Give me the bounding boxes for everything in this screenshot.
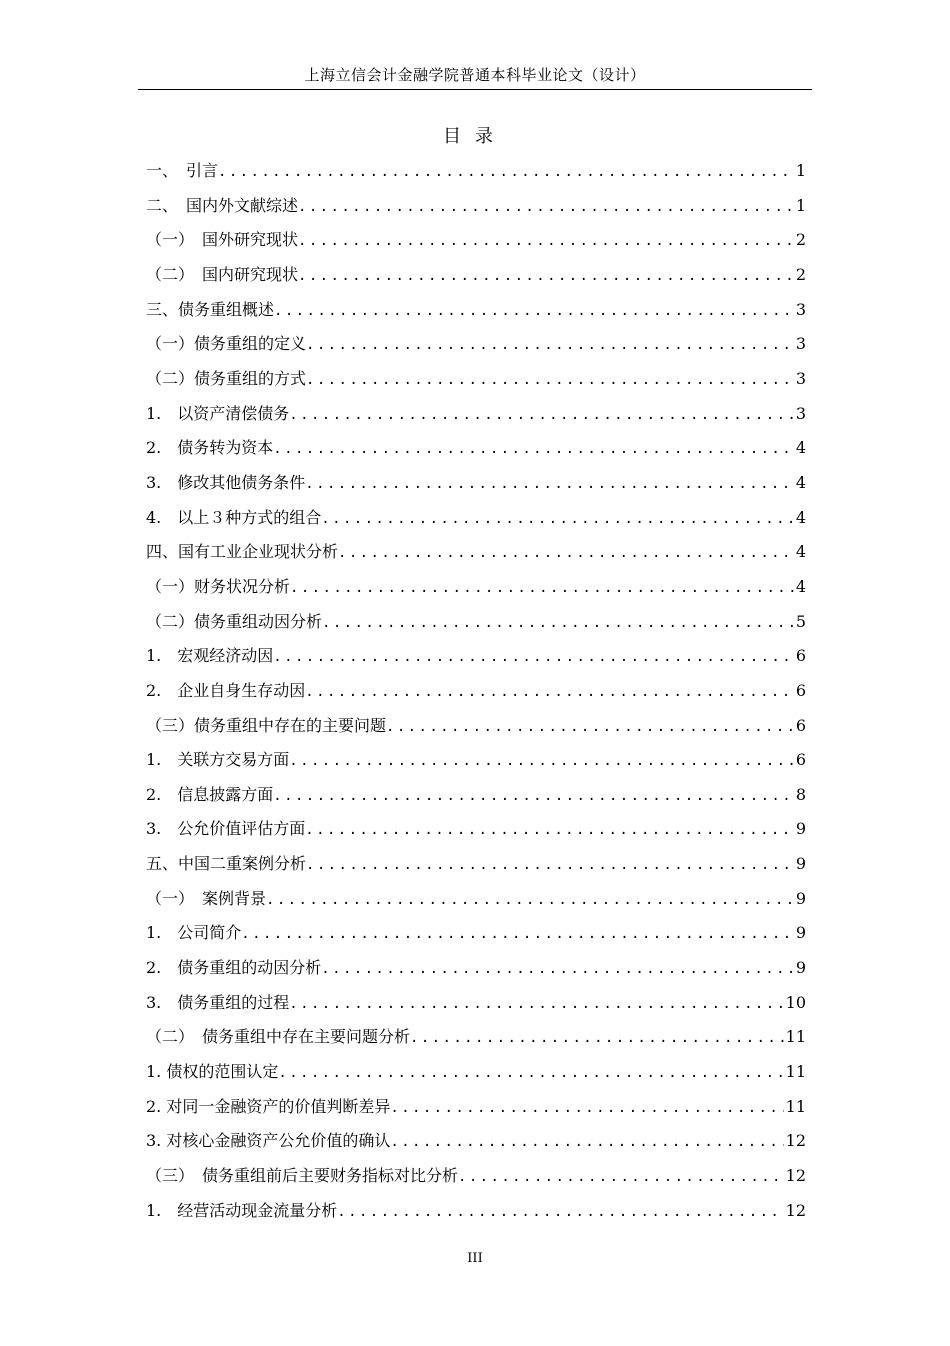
toc-entry-page: 6 bbox=[795, 750, 806, 770]
toc-entry-label: （一） 案例背景 bbox=[146, 888, 267, 908]
toc-dot-leader bbox=[289, 398, 794, 432]
toc-entry[interactable] bbox=[146, 258, 806, 293]
toc-entry-page: 9 bbox=[795, 923, 806, 943]
toc-entry[interactable] bbox=[146, 1124, 806, 1159]
toc-entry-label: 3. 公允价值评估方面 bbox=[146, 819, 306, 839]
toc-entry-page: 11 bbox=[785, 1027, 806, 1047]
toc-entry-page: 1 bbox=[795, 195, 806, 215]
toc-entry-label: 2. 债务重组的动因分析 bbox=[146, 958, 322, 978]
toc-entry[interactable] bbox=[146, 431, 806, 466]
toc-dot-leader bbox=[273, 779, 794, 813]
toc-entry-page: 9 bbox=[795, 888, 806, 908]
toc-entry-page: 12 bbox=[785, 1131, 806, 1151]
toc-entry[interactable] bbox=[146, 223, 806, 258]
toc-entry-label: （一）债务重组的定义 bbox=[146, 334, 307, 354]
toc-dot-leader bbox=[274, 294, 794, 328]
toc-entry-label: （二） 国内研究现状 bbox=[146, 264, 299, 284]
toc-dot-leader bbox=[390, 1125, 783, 1159]
toc-dot-leader bbox=[306, 363, 794, 397]
toc-entry-page: 6 bbox=[795, 715, 806, 735]
toc-entry-label: 2. 信息披露方面 bbox=[146, 784, 274, 804]
toc-dot-leader bbox=[289, 744, 794, 778]
toc-entry-label: 二、 国内外文献综述 bbox=[146, 195, 299, 215]
toc-entry-page: 3 bbox=[795, 299, 806, 319]
toc-entry-label: 1. 债权的范围认定 bbox=[146, 1062, 279, 1082]
toc-entry-label: （二）债务重组的方式 bbox=[146, 368, 307, 388]
toc-dot-leader bbox=[266, 883, 794, 917]
toc-entry-page: 4 bbox=[795, 542, 806, 562]
toc-entry[interactable] bbox=[146, 812, 806, 847]
toc-entry-page: 9 bbox=[795, 819, 806, 839]
toc-entry-label: 1. 以资产清偿债务 bbox=[146, 403, 290, 423]
toc-dot-leader bbox=[386, 710, 794, 744]
toc-entry[interactable] bbox=[146, 1020, 806, 1055]
toc-dot-leader bbox=[273, 640, 794, 674]
toc-entry-page: 11 bbox=[785, 1062, 806, 1082]
toc-dot-leader bbox=[305, 675, 794, 709]
toc-entry-page: 1 bbox=[795, 161, 806, 180]
toc-entry[interactable] bbox=[146, 535, 806, 570]
toc-entry-page: 2 bbox=[795, 264, 806, 284]
toc-dot-leader bbox=[410, 1021, 784, 1055]
toc-dot-leader bbox=[298, 224, 794, 258]
toc-entry-label: 2. 对同一金融资产的价值判断差异 bbox=[146, 1096, 391, 1116]
toc-entry-page: 4 bbox=[795, 576, 806, 596]
toc-entry[interactable] bbox=[146, 674, 806, 709]
toc-entry-page: 8 bbox=[795, 784, 806, 804]
toc-entry-page: 11 bbox=[785, 1096, 806, 1116]
toc-entry[interactable] bbox=[146, 362, 806, 397]
toc-entry[interactable] bbox=[146, 847, 806, 882]
toc-entry[interactable] bbox=[146, 1194, 806, 1229]
toc-entry-page: 9 bbox=[795, 854, 806, 874]
toc-entry-page: 4 bbox=[795, 438, 806, 458]
toc-entry[interactable] bbox=[146, 397, 806, 432]
toc-dot-leader bbox=[278, 1056, 783, 1090]
toc-entry[interactable] bbox=[146, 709, 806, 744]
toc-entry-label: 4. 以上３种方式的组合 bbox=[146, 507, 322, 527]
toc-entry-label: 1. 宏观经济动因 bbox=[146, 646, 274, 666]
toc-entry[interactable] bbox=[146, 639, 806, 674]
toc-dot-leader bbox=[306, 848, 794, 882]
toc-dot-leader bbox=[458, 1160, 784, 1194]
toc-entry-label: （二） 债务重组中存在主要问题分析 bbox=[146, 1027, 411, 1047]
toc-entry-page: 9 bbox=[795, 958, 806, 978]
toc-dot-leader bbox=[298, 190, 794, 224]
toc-entry-label: 一、 引言 bbox=[146, 161, 219, 180]
toc-entry-page: 12 bbox=[785, 1166, 806, 1186]
toc-entry[interactable] bbox=[146, 951, 806, 986]
toc-entry[interactable] bbox=[146, 293, 806, 328]
toc-entry-page: 4 bbox=[795, 507, 806, 527]
toc-entry[interactable] bbox=[146, 466, 806, 501]
toc-dot-leader bbox=[289, 987, 783, 1021]
toc-entry-page: 10 bbox=[785, 992, 806, 1012]
toc-dot-leader bbox=[337, 1195, 783, 1229]
toc-entry-label: 1. 公司简介 bbox=[146, 923, 242, 943]
toc-entry-label: 3. 对核心金融资产公允价值的确认 bbox=[146, 1131, 391, 1151]
page-header: 上海立信会计金融学院普通本科毕业论文（设计） bbox=[138, 64, 812, 90]
page-number: III bbox=[467, 1251, 483, 1266]
toc-entry-page: 6 bbox=[795, 646, 806, 666]
toc-entry-page: 12 bbox=[785, 1200, 806, 1220]
toc-entry[interactable] bbox=[146, 1090, 806, 1125]
toc-entry-page: 3 bbox=[795, 403, 806, 423]
toc-entry-label: （三）债务重组中存在的主要问题 bbox=[146, 715, 387, 735]
toc-dot-leader bbox=[390, 1091, 783, 1125]
toc-entry[interactable] bbox=[146, 1055, 806, 1090]
toc-entry-page: 3 bbox=[795, 368, 806, 388]
toc-entry[interactable] bbox=[146, 882, 806, 917]
toc-entry-label: 3. 债务重组的过程 bbox=[146, 992, 290, 1012]
toc-entry[interactable] bbox=[146, 743, 806, 778]
toc-dot-leader bbox=[321, 502, 794, 536]
toc-entry-label: （一） 国外研究现状 bbox=[146, 230, 299, 250]
toc-entry-label: 3. 修改其他债务条件 bbox=[146, 472, 306, 492]
toc-entry-label: 2. 债务转为资本 bbox=[146, 438, 274, 458]
toc-entry-label: 三、债务重组概述 bbox=[146, 299, 275, 319]
toc-dot-leader bbox=[321, 952, 794, 986]
toc-dot-leader bbox=[305, 813, 794, 847]
toc-entry-label: （三） 债务重组前后主要财务指标对比分析 bbox=[146, 1166, 459, 1186]
toc-entry-page: 5 bbox=[795, 611, 806, 631]
toc-entry-page: 6 bbox=[795, 680, 806, 700]
toc-dot-leader bbox=[218, 155, 794, 189]
toc-entry-label: 2. 企业自身生存动因 bbox=[146, 680, 306, 700]
toc-entry-label: （二）债务重组动因分析 bbox=[146, 611, 323, 631]
toc-entry-label: （一）财务状况分析 bbox=[146, 576, 291, 596]
toc-dot-leader bbox=[290, 571, 794, 605]
toc-entry-label: 四、国有工业企业现状分析 bbox=[146, 542, 339, 562]
toc-title: 目录 bbox=[443, 126, 507, 147]
toc-dot-leader bbox=[306, 328, 794, 362]
toc-entry[interactable] bbox=[146, 189, 806, 224]
toc-entry-label: 1. 经营活动现金流量分析 bbox=[146, 1200, 338, 1220]
toc-entry[interactable] bbox=[146, 778, 806, 813]
toc-entry[interactable] bbox=[146, 154, 806, 189]
toc-entry[interactable] bbox=[146, 501, 806, 536]
toc-entry-label: 五、中国二重案例分析 bbox=[146, 854, 307, 874]
toc-dot-leader bbox=[273, 432, 794, 466]
toc-dot-leader bbox=[298, 259, 794, 293]
toc-dot-leader bbox=[241, 917, 794, 951]
toc-entry-page: 3 bbox=[795, 334, 806, 354]
toc-entry[interactable] bbox=[146, 570, 806, 605]
toc-entry[interactable] bbox=[146, 916, 806, 951]
toc-dot-leader bbox=[322, 606, 794, 640]
toc-entry[interactable] bbox=[146, 1159, 806, 1194]
toc-entry-page: 2 bbox=[795, 230, 806, 250]
toc-entry-page: 4 bbox=[795, 472, 806, 492]
table-of-contents bbox=[146, 154, 806, 1228]
toc-dot-leader bbox=[305, 467, 794, 501]
toc-entry[interactable] bbox=[146, 327, 806, 362]
toc-entry[interactable] bbox=[146, 986, 806, 1021]
toc-entry[interactable] bbox=[146, 605, 806, 640]
toc-dot-leader bbox=[338, 536, 794, 570]
toc-entry-label: 1. 关联方交易方面 bbox=[146, 750, 290, 770]
